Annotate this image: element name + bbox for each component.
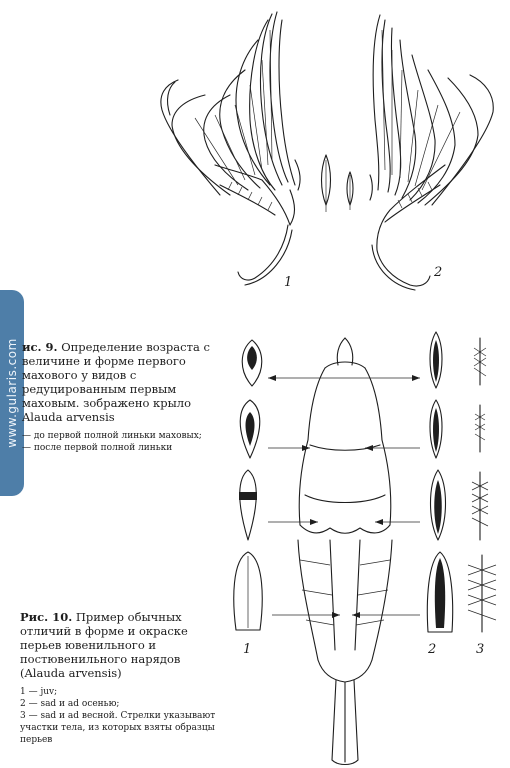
figure-10-legend-item: 2 — sad и ad осенью; [20,699,120,709]
figure-9-description: Определение возраста с величине и форме первого махового у видов с редуцированным первым маховым. зображено крыло Alauda arvensis [22,340,210,424]
figure-9-legend-item: — до первой полной линьки маховых; [22,431,202,441]
figure-10-column-label-2: 2 [428,642,437,657]
figure-9-title: ис. 9. [22,340,58,354]
figure-10-description: Пример обычных отличий в форме и окраске перьев ювенильного и постювенильного нарядов (Alauda arvensis) [20,610,188,680]
sample-arrows [268,375,420,618]
left-wing-drawing [161,12,300,285]
bird-body-dorsal-view [298,338,392,765]
reduced-first-primary-feathers [322,155,354,212]
figure-9-legend-item: — после первой полной линьки [22,443,173,453]
figure-9-label-1: 1 [284,275,293,290]
figure-10-caption [20,610,220,746]
figure-10-title: Рис. 10. [20,610,73,624]
figure-9-caption-text [22,340,218,424]
figure-9-legend [22,430,218,454]
figure-10-column-label-1: 1 [243,642,252,657]
figure-9-label-2: 2 [434,265,443,280]
figure-10-legend-item: 3 — sad и ad весной. Стрелки указывают участки тела, из которых взяты образцы перьев [20,711,216,745]
figure-9-wings-illustration [0,0,510,300]
figure-10-legend-item: 1 — juv; [20,687,58,697]
watermark-text: www.gularis.com [5,338,19,448]
figure-10-column-label-3: 3 [476,642,485,657]
column-2-adult-autumn-feathers [427,332,452,632]
watermark-tab [0,290,24,496]
column-3-adult-spring-feathers [468,338,496,632]
figure-9-caption [22,340,218,454]
figure-10-caption-text [20,610,220,680]
figure-10-legend [20,686,220,746]
column-1-juvenile-feathers [234,340,262,630]
right-wing-drawing [370,15,493,290]
